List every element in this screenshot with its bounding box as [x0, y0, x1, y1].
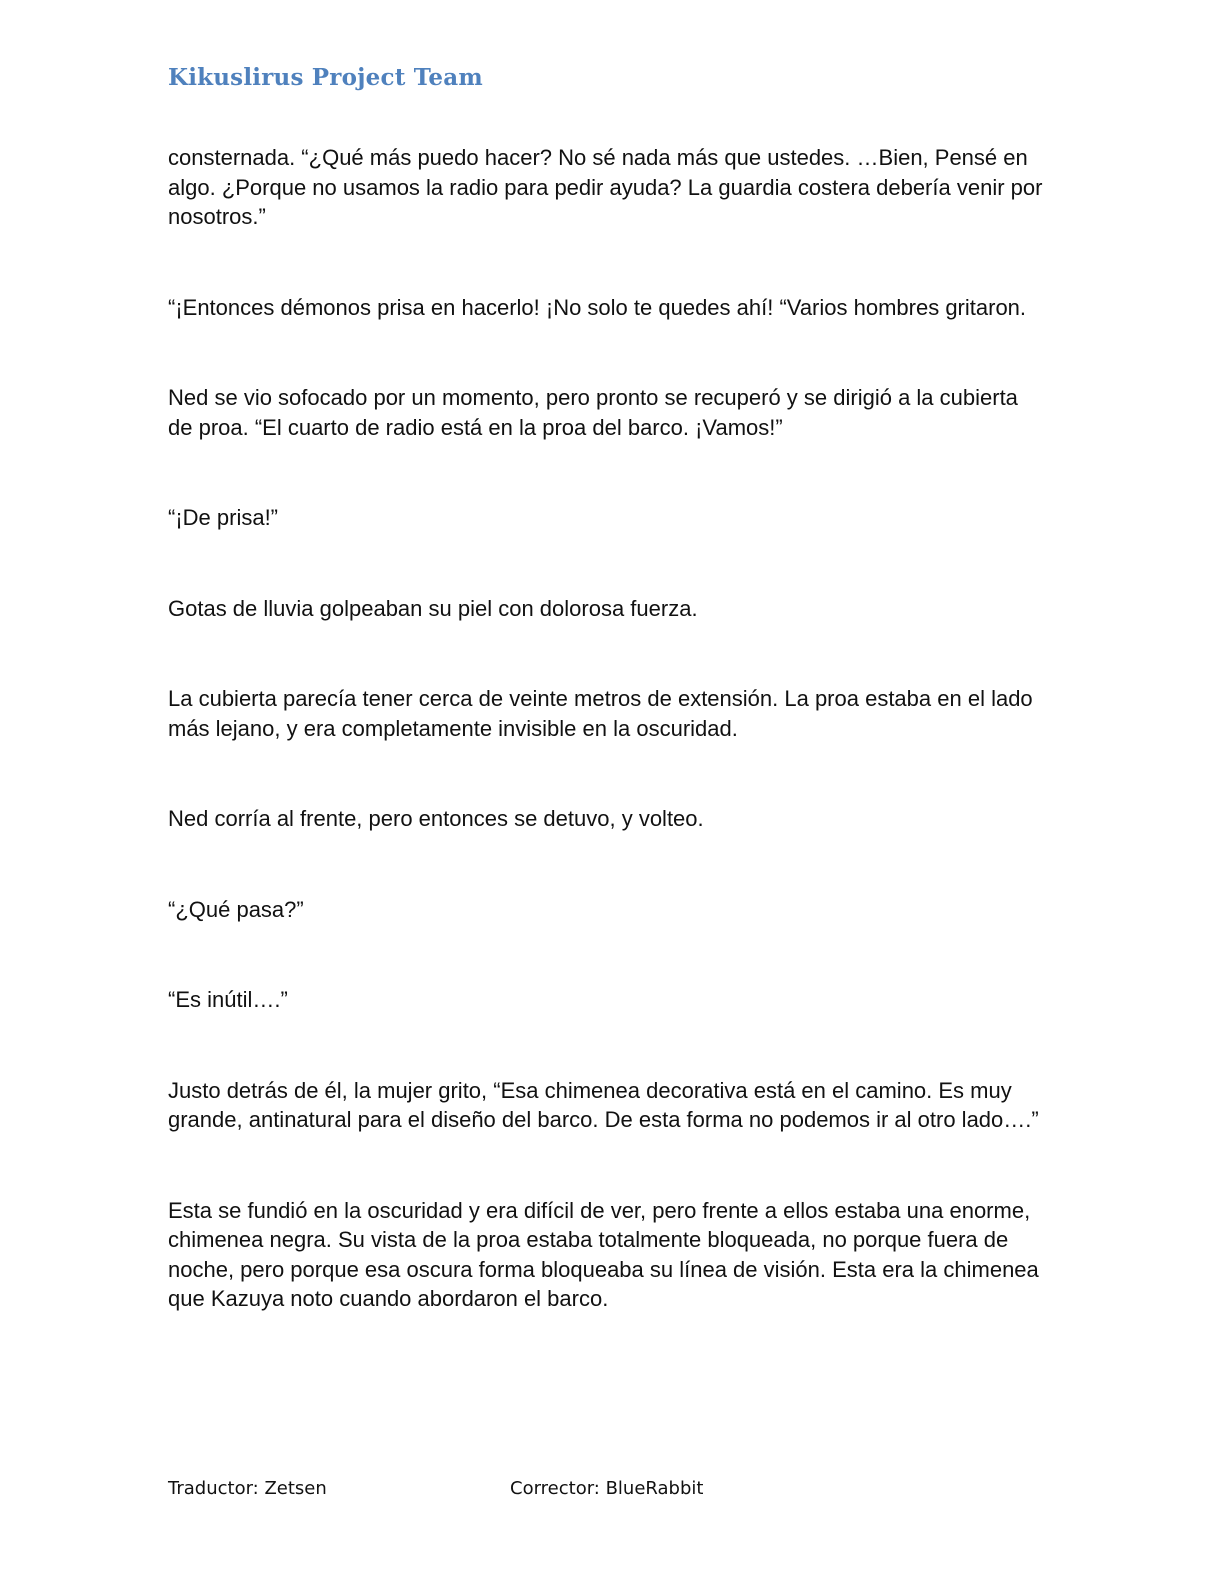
document-body [168, 143, 1048, 1375]
footer-corrector: Corrector: BlueRabbit [510, 1478, 704, 1499]
paragraph: Ned corría al frente, pero entonces se detuvo, y volteo. [168, 806, 704, 831]
paragraph: La cubierta parecía tener cerca de veinte metros de extensión. La proa estaba en el lado más lejano, y era completamente invisible en la oscuridad. [168, 686, 1033, 741]
paragraph: Justo detrás de él, la mujer grito, “Esa chimenea decorativa está en el camino. Es muy grande, antinatural para el diseño del barco. De esta forma no podemos ir al otro lado….” [168, 1077, 1039, 1132]
paragraph: “¡Entonces démonos prisa en hacerlo! ¡No solo te quedes ahí! “Varios hombres gritaron. [168, 294, 1027, 320]
footer-translator: Traductor: Zetsen [168, 1478, 327, 1499]
paragraph: “¡De prisa!” [168, 505, 279, 530]
paragraph: Esta se fundió en la oscuridad y era difícil de ver, pero frente a ellos estaba una enorme, chimenea negra. Su vista de la proa estaba totalmente bloqueada, no porque fuera de noche, pero porque esa oscura forma bloqueaba su línea de visión. Esta era la chimenea que Kazuya noto cuando abordaron el barco. [168, 1197, 1039, 1311]
paragraph: “Es inútil….” [168, 987, 288, 1012]
paragraph: “¿Qué pasa?” [168, 896, 304, 922]
paragraph: consternada. “¿Qué más puedo hacer? No sé nada más que ustedes. …Bien, Pensé en algo. ¿Porque no usamos la radio para pedir ayuda? La guardia costera debería venir por nosotros.” [168, 145, 1043, 229]
paragraph: Gotas de lluvia golpeaban su piel con dolorosa fuerza. [168, 595, 698, 621]
page-header-title: Kikuslirus Project Team [168, 64, 483, 91]
paragraph: Ned se vio sofocado por un momento, pero pronto se recuperó y se dirigió a la cubierta de proa. “El cuarto de radio está en la proa del barco. ¡Vamos!” [168, 385, 1018, 440]
